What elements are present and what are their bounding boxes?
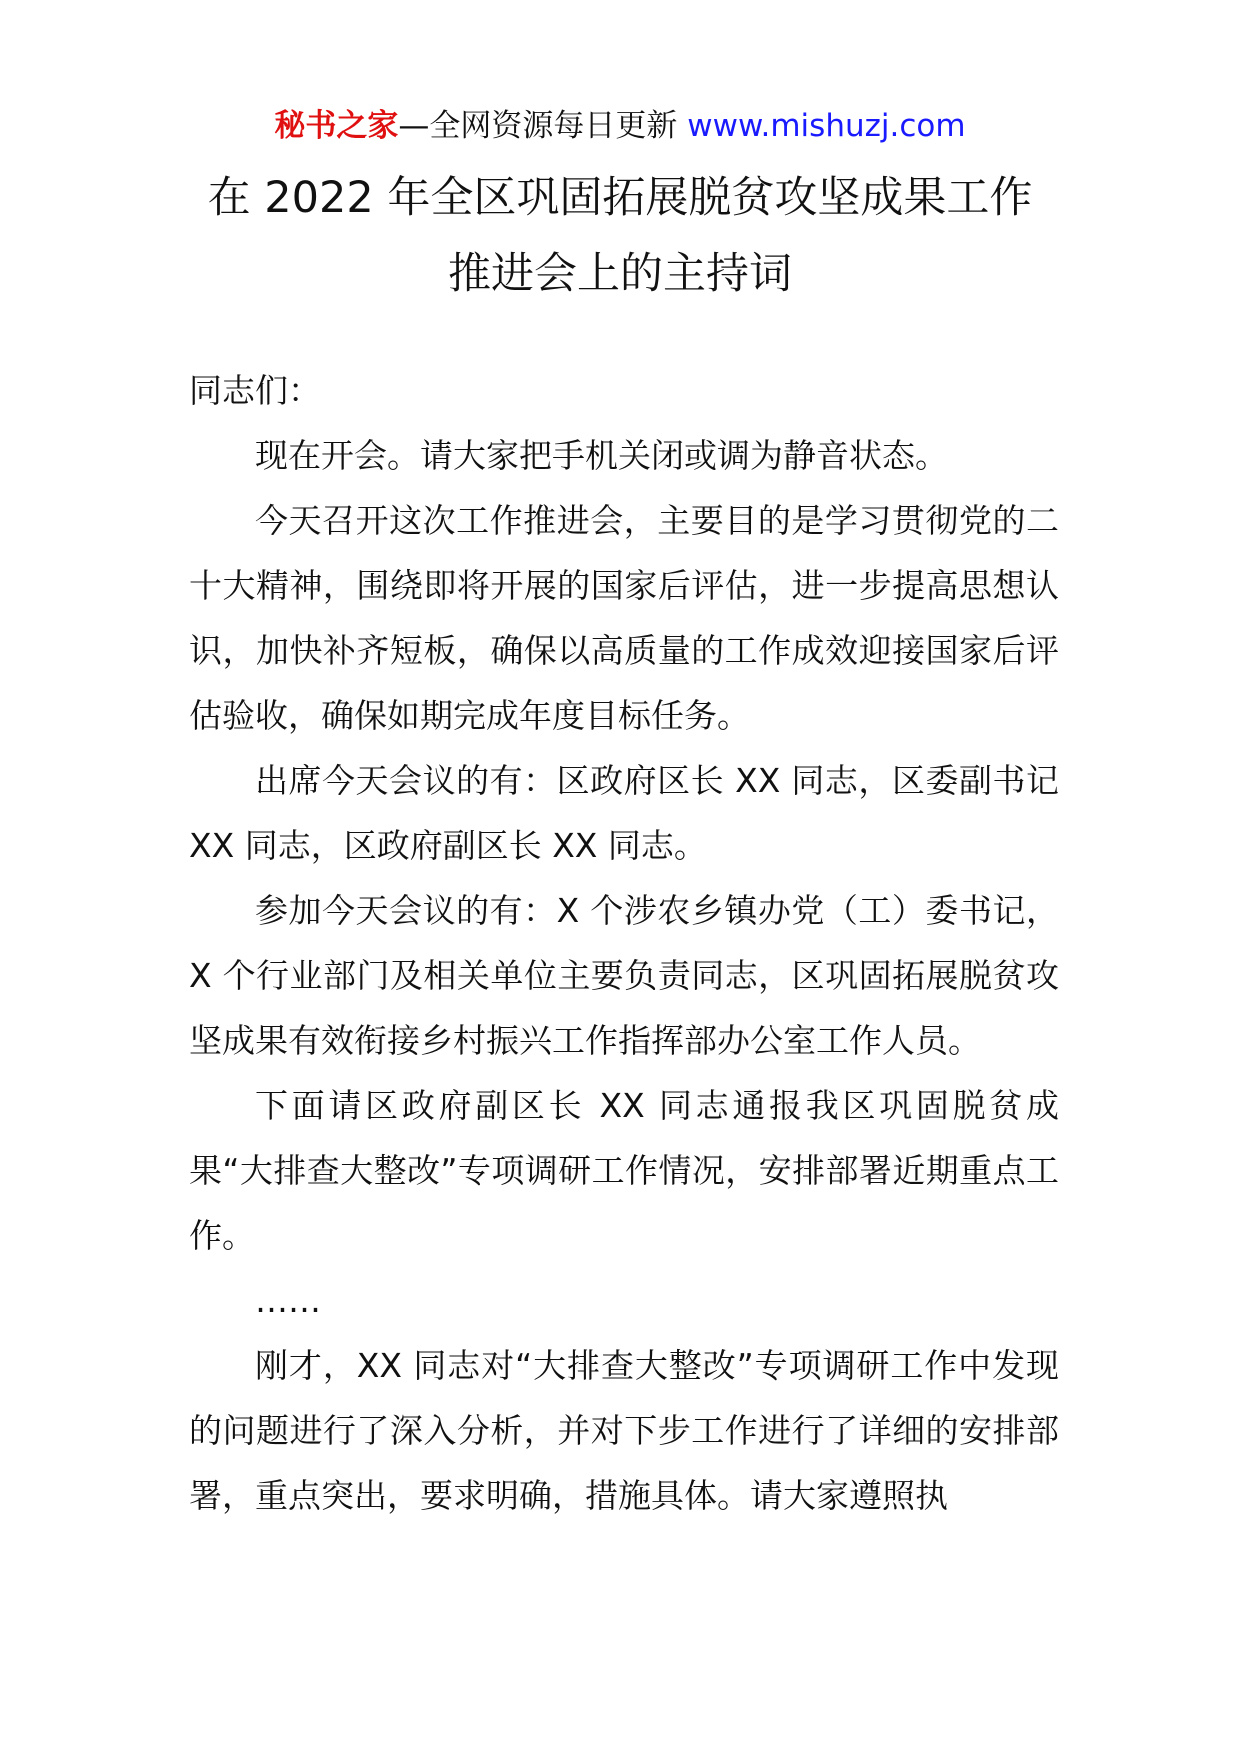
title-line: 在 2022 年全区巩固拓展脱贫攻坚成果工作 xyxy=(207,173,1033,223)
document-body xyxy=(189,358,1059,1528)
ellipsis-paragraph: …… xyxy=(255,1281,321,1320)
paragraph: 现在开会。请大家把手机关闭或调为静音状态。 xyxy=(255,436,948,475)
document-title xyxy=(150,160,1090,312)
site-url-link[interactable]: www.mishuzj.com xyxy=(687,108,966,144)
site-name: 秘书之家 xyxy=(274,108,399,144)
paragraph: 参加今天会议的有：X 个涉农乡镇办党（工）委书记，X 个行业部门及相关单位主要负责同志，区巩固拓展脱贫攻坚成果有效衔接乡村振兴工作指挥部办公室工作人员。 xyxy=(189,891,1059,1060)
site-banner xyxy=(0,104,1240,148)
paragraph: 出席今天会议的有：区政府区长 XX 同志，区委副书记 XX 同志，区政府副区长 XX 同志。 xyxy=(189,761,1059,865)
salutation: 同志们： xyxy=(189,371,321,410)
paragraph: 下面请区政府副区长 XX 同志通报我区巩固脱贫成果“大排查大整改”专项调研工作情况，安排部署近期重点工作。 xyxy=(189,1086,1059,1255)
site-tagline: —全网资源每日更新 xyxy=(398,108,688,144)
paragraph: 刚才，XX 同志对“大排查大整改”专项调研工作中发现的问题进行了深入分析，并对下步工作进行了详细的安排部署，重点突出，要求明确，措施具体。请大家遵照执 xyxy=(189,1346,1059,1515)
paragraph: 今天召开这次工作推进会，主要目的是学习贯彻党的二十大精神，围绕即将开展的国家后评估，进一步提高思想认识，加快补齐短板，确保以高质量的工作成效迎接国家后评估验收，确保如期完成年度目标任务。 xyxy=(189,501,1059,735)
title-line: 推进会上的主持词 xyxy=(448,249,792,299)
